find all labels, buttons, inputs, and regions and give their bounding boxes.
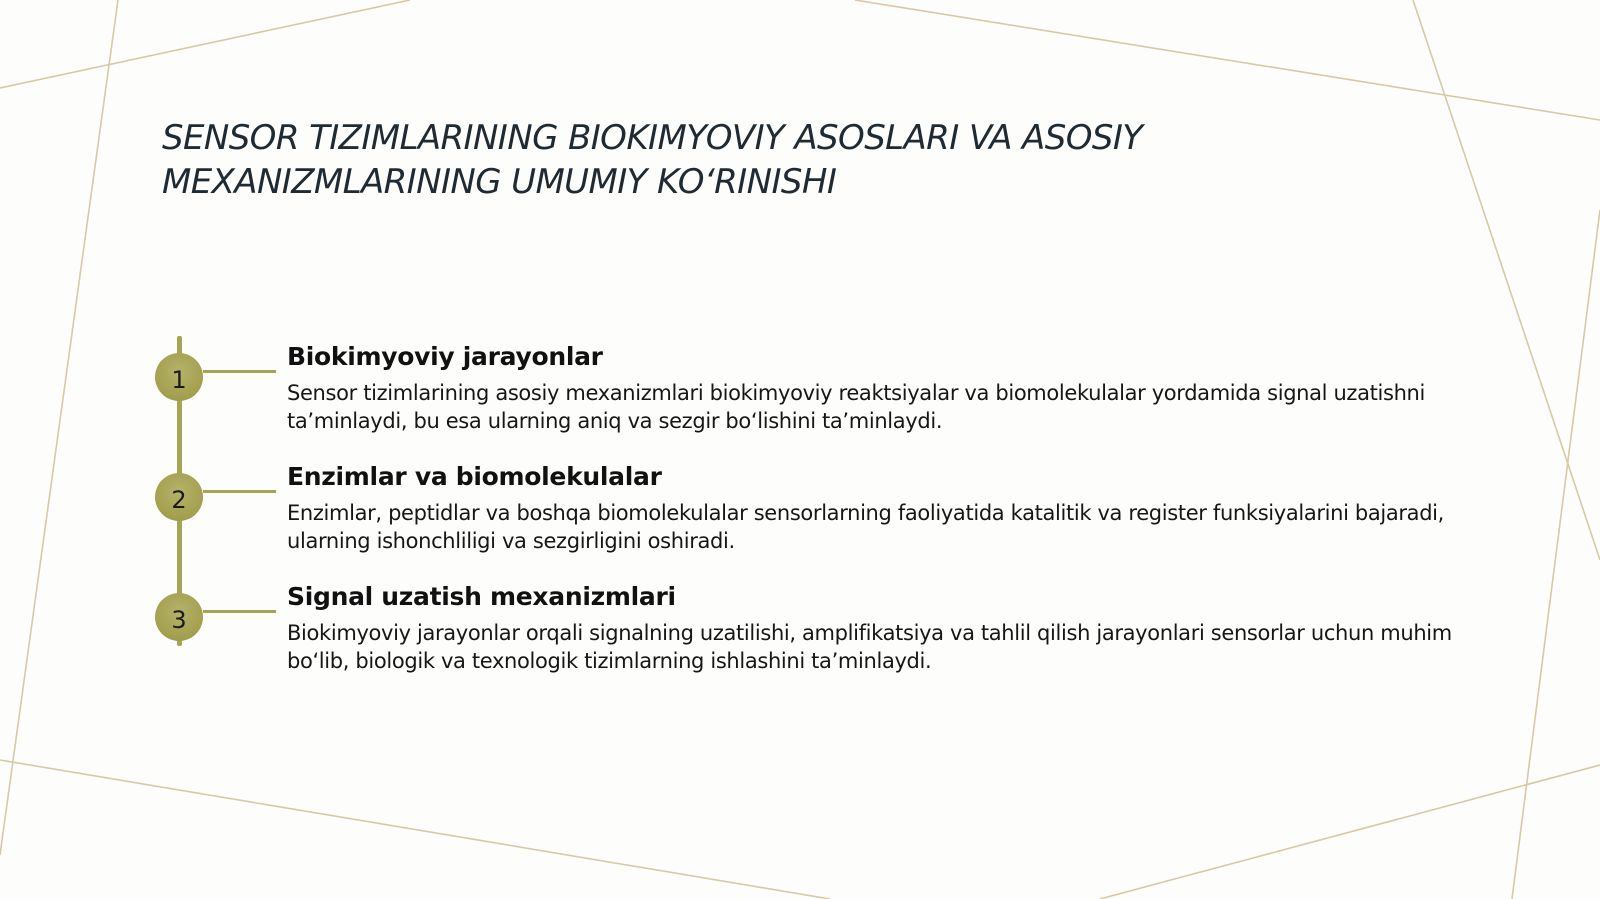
step-connector <box>203 370 276 373</box>
deco-line <box>855 0 1600 120</box>
step-heading: Signal uzatish mexanizmlari <box>287 582 676 611</box>
step-heading: Enzimlar va biomolekulalar <box>287 462 662 491</box>
deco-line <box>0 0 410 88</box>
step-number-badge: 1 <box>155 353 203 401</box>
slide-title: SENSOR TIZIMLARINING BIOKIMYOVIY ASOSLARI VA ASOSIY MEXANIZMLARINING UMUMIY KO‘RINISHI <box>162 118 1143 202</box>
timeline-step-1 <box>0 340 1600 450</box>
timeline-step-3 <box>0 580 1600 690</box>
step-description: Sensor tizimlarining asosiy mexanizmlari biokimyoviy reaktsiyalar va biomolekulalar yordamida signal uzatishni ta’minlaydi, bu esa ularning aniq va sezgir bo‘lishini ta’minlaydi. <box>287 381 1425 433</box>
step-connector <box>203 490 276 493</box>
step-connector <box>203 610 276 613</box>
deco-line <box>0 760 830 899</box>
step-description: Biokimyoviy jarayonlar orqali signalning uzatilishi, amplifikatsiya va tahlil qilish jarayonlari sensorlar uchun muhim bo‘lib, biologik va texnologik tizimlarning ishlashini ta’minlaydi. <box>287 621 1452 673</box>
step-number-badge: 2 <box>155 473 203 521</box>
step-heading: Biokimyoviy jarayonlar <box>287 342 603 371</box>
timeline-step-2 <box>0 460 1600 570</box>
step-description: Enzimlar, peptidlar va boshqa biomolekulalar sensorlarning faoliyatida katalitik va register funksiyalarini bajaradi, ularning ishonchliligi va sezgirligini oshiradi. <box>287 501 1444 553</box>
step-number-badge: 3 <box>155 593 203 641</box>
deco-line <box>1100 765 1600 899</box>
